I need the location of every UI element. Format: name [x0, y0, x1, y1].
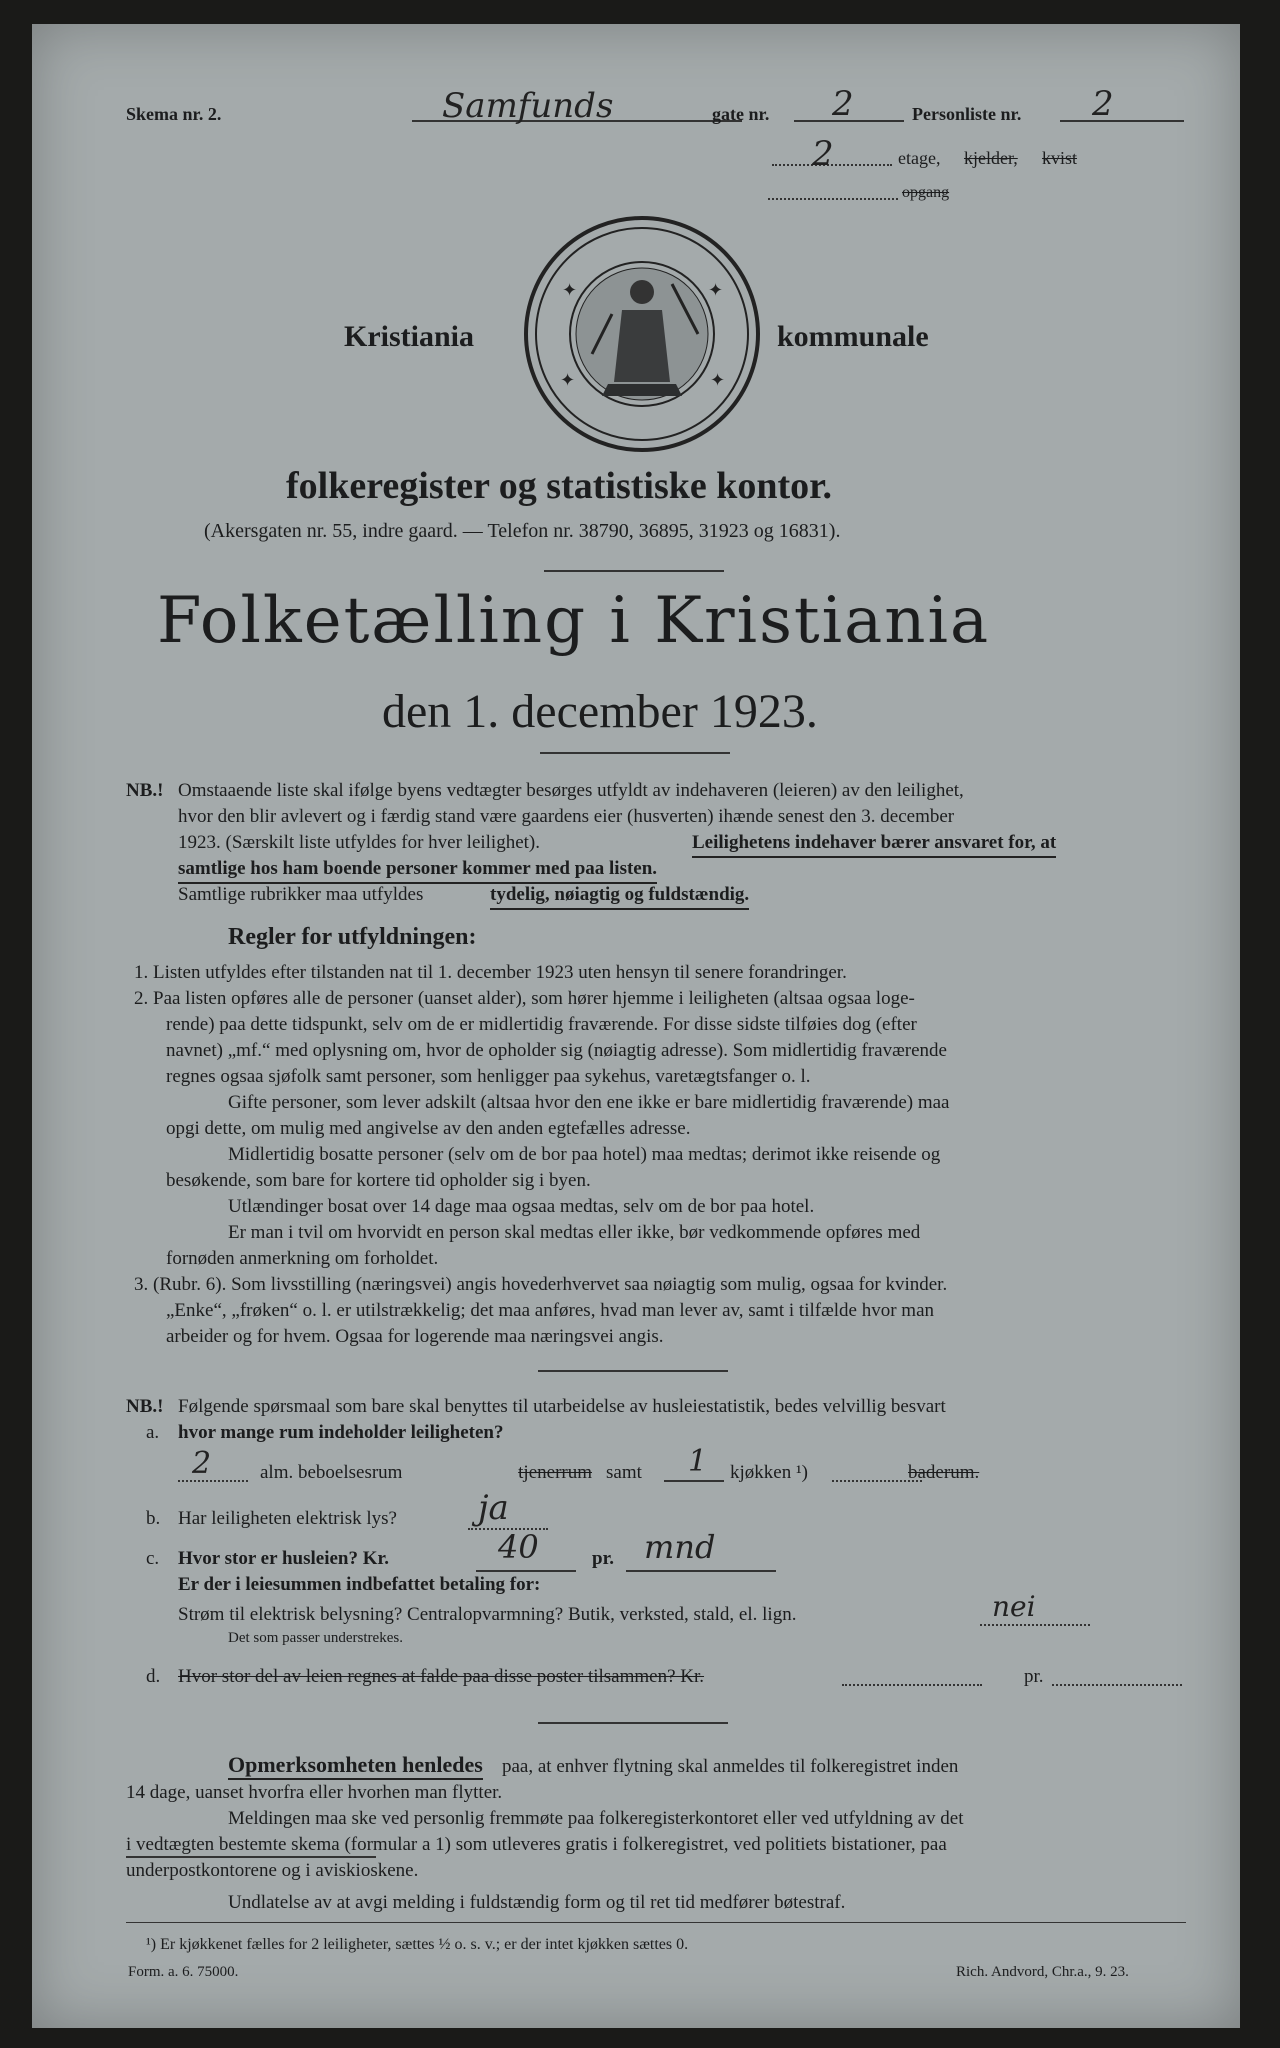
etage-handwritten: 2 — [812, 134, 834, 174]
q-d-label: d. — [146, 1666, 161, 1687]
rules-line: rende) paa dette tidspunkt, selv om de er midlertidig fraværende. For disse sidste tilføies dog (efter — [166, 1014, 917, 1035]
q-c-question: Hvor stor er husleien? Kr. — [178, 1548, 389, 1569]
rules-line: 3. (Rubr. 6). Som livsstilling (næringsvei) angis hovederhvervet saa nøiagtig som mulig, ogsaa for kvinder. — [134, 1274, 948, 1295]
q-a-label: a. — [146, 1422, 160, 1443]
skema-label: Skema nr. 2. — [126, 104, 222, 124]
notice-line: i vedtægten bestemte skema (formular a 1) som utleveres gratis i folkeregistret, ved politiets bistationer, paa — [126, 1834, 947, 1855]
q-c-note: Det som passer understrekes. — [228, 1630, 403, 1646]
personliste-line — [1060, 120, 1184, 122]
rules-line: Utlændinger bosat over 14 dage maa ogsaa medtas, selv om de bor paa hotel. — [228, 1196, 815, 1217]
nb1-responsibility: Leilighetens indehaver bærer ansvaret for, at — [692, 830, 1056, 858]
q-a-question: hvor mange rum indeholder leiligheten? — [178, 1422, 504, 1443]
svg-text:✦: ✦ — [560, 370, 576, 390]
nb2-intro: Følgende spørsmaal som bare skal benyttes til utarbeidelse av husleiestatistik, bedes velvillig besvart — [178, 1396, 946, 1417]
footnote: ¹) Er kjøkkenet fælles for 2 leiligheter, sættes ½ o. s. v.; er der intet kjøkken sættes 0. — [146, 1936, 689, 1953]
light-handwritten: ja — [478, 1488, 509, 1528]
nb1-line: Omstaaende liste skal ifølge byens vedtægter besørges utfyldt av indehaveren (leieren) av den leilighet, — [178, 780, 964, 801]
opgang-struck: opgang — [902, 184, 950, 201]
rooms-label: alm. beboelsesrum — [260, 1462, 403, 1483]
kitchen-label: kjøkken ¹) — [730, 1462, 808, 1483]
rules-heading: Regler for utfyldningen: — [228, 924, 477, 950]
d-pr-label: pr. — [1024, 1666, 1044, 1687]
kitchen-field[interactable] — [664, 1480, 724, 1482]
rules-line: 1. Listen utfyldes efter tilstanden nat til 1. december 1923 uten hensyn til senere forandringer. — [134, 962, 847, 983]
kitchen-handwritten: 1 — [688, 1444, 708, 1479]
office-address: (Akersgaten nr. 55, indre gaard. — Telefon nr. 38790, 36895, 31923 og 16831). — [204, 520, 841, 542]
notice-line: underpostkontorene og i aviskioskene. — [126, 1860, 419, 1881]
etage-label: etage, — [898, 148, 941, 168]
svg-text:✦: ✦ — [562, 280, 578, 300]
rooms-field[interactable] — [178, 1480, 248, 1482]
notice-line: paa, at enhver flytning skal anmeldes til folkeregistret inden — [502, 1756, 959, 1777]
rules-line: besøkende, som bare for kortere tid opholder sig i byen. — [166, 1170, 591, 1191]
rules-line: navnet) „mf.“ med oplysning om, hvor de opholder sig (nøiagtig adresse). Som midlertidig fraværende — [166, 1040, 947, 1061]
divider — [538, 1370, 728, 1372]
divider — [538, 1722, 728, 1724]
q-c-items: Strøm til elektrisk belysning? Centralopvarmning? Butik, verksted, stald, el. lign. — [178, 1604, 797, 1625]
kjelder-struck: kjelder, — [964, 148, 1018, 168]
opgang-line — [768, 198, 898, 200]
d-pr-field[interactable] — [1052, 1684, 1182, 1686]
rules-line: Er man i tvil om hvorvidt en person skal medtas eller ikke, bør vedkommende opføres med — [228, 1222, 921, 1243]
org-right: kommunale — [777, 320, 929, 353]
rent-period-field[interactable] — [626, 1570, 776, 1572]
nb1-line: 1923. (Særskilt liste utfyldes for hver leilighet). — [178, 832, 541, 853]
org-left: Kristiania — [344, 320, 475, 353]
street-handwritten: Samfunds — [442, 86, 614, 126]
nb1-line: samtlige hos ham boende personer kommer med paa listen. — [178, 856, 657, 884]
census-form — [32, 24, 1240, 2028]
bath-struck: baderum. — [908, 1462, 980, 1483]
d-kr-field[interactable] — [842, 1684, 982, 1686]
rules-line: arbeider og for hvem. Ogsaa for logerende maa næringsvei angis. — [166, 1326, 664, 1347]
q-c-label: c. — [146, 1548, 160, 1569]
divider — [544, 570, 724, 572]
census-date: den 1. december 1923. — [382, 685, 818, 738]
servant-rooms-struck: tjenerrum — [518, 1462, 592, 1483]
notice-line: 14 dage, uanset hvorfra eller hvorhen man flytter. — [126, 1782, 503, 1803]
rules-line: 2. Paa listen opføres alle de personer (uanset alder), som hører hjemme i leiligheten (altsaa ogsaa loge- — [134, 988, 915, 1009]
svg-text:✦: ✦ — [710, 370, 726, 390]
rules-line: opgi dette, om mulig med angivelse av den anden egtefælles adresse. — [166, 1118, 691, 1139]
notice-line: Undlatelse av at avgi melding i fuldstændig form og til ret tid medfører bøtestraf. — [228, 1892, 846, 1913]
rent-handwritten: 40 — [498, 1528, 539, 1566]
nb1-line: tydelig, nøiagtig og fuldstændig. — [490, 882, 749, 910]
office-name: folkeregister og statistiske kontor. — [286, 465, 833, 507]
samt-label: samt — [606, 1462, 642, 1483]
rules-line: Midlertidig bosatte personer (selv om de bor paa hotel) maa medtas; derimot ikke reisende og — [228, 1144, 941, 1165]
q-b-label: b. — [146, 1508, 161, 1529]
rules-line: fornøden anmerkning om forholdet. — [166, 1248, 439, 1269]
notice-line: Meldingen maa ske ved personlig fremmøte paa folkeregisterkontoret eller ved utfyldning av det — [228, 1808, 964, 1829]
city-seal-icon — [522, 214, 762, 454]
nb2-label: NB.! — [126, 1396, 164, 1417]
rules-line: regnes ogsaa sjøfolk samt personer, som henligger paa sykehus, varetægtsfanger o. l. — [166, 1066, 811, 1087]
kvist-struck: kvist — [1042, 148, 1078, 168]
rent-pr-label: pr. — [592, 1548, 615, 1569]
notice-heading: Opmerksomheten henledes — [228, 1752, 483, 1780]
rooms-handwritten: 2 — [192, 1446, 212, 1481]
form-number: Form. a. 6. 75000. — [128, 1964, 239, 1980]
nb1-line: Samtlige rubrikker maa utfyldes — [178, 884, 424, 905]
q-d-question-struck: Hvor stor del av leien regnes at falde paa disse poster tilsammen? Kr. — [178, 1666, 705, 1687]
rules-line: „Enke“, „frøken“ o. l. er utilstrækkelig; det maa anføres, hvad man lever av, samt i tilfælde hvor man — [166, 1300, 935, 1321]
printer: Rich. Andvord, Chr.a., 9. 23. — [956, 1964, 1129, 1980]
footer-rule — [126, 1922, 1186, 1923]
included-handwritten: nei — [992, 1590, 1036, 1623]
census-title: Folketælling i Kristiania — [157, 584, 991, 658]
included-field[interactable] — [980, 1624, 1090, 1626]
personliste-label: Personliste nr. — [912, 104, 1022, 124]
personliste-handwritten: 2 — [1092, 84, 1114, 124]
nb1-label: NB.! — [126, 780, 164, 801]
q-b-question: Har leiligheten elektrisk lys? — [178, 1508, 397, 1529]
nb1-line: hvor den blir avlevert og i færdig stand være gaardens eier (husverten) ihænde senest den 3. december — [178, 806, 955, 827]
q-c-sub: Er der i leiesummen indbefattet betaling for: — [178, 1574, 541, 1595]
svg-text:✦: ✦ — [708, 280, 724, 300]
rent-period-handwritten: mnd — [644, 1528, 716, 1566]
divider — [540, 752, 730, 754]
gate-label: gate nr. — [712, 104, 770, 124]
rules-line: Gifte personer, som lever adskilt (altsaa hvor den ene ikke er bare midlertidig fraværende) maa — [228, 1092, 950, 1113]
gate-nr-handwritten: 2 — [832, 84, 854, 124]
